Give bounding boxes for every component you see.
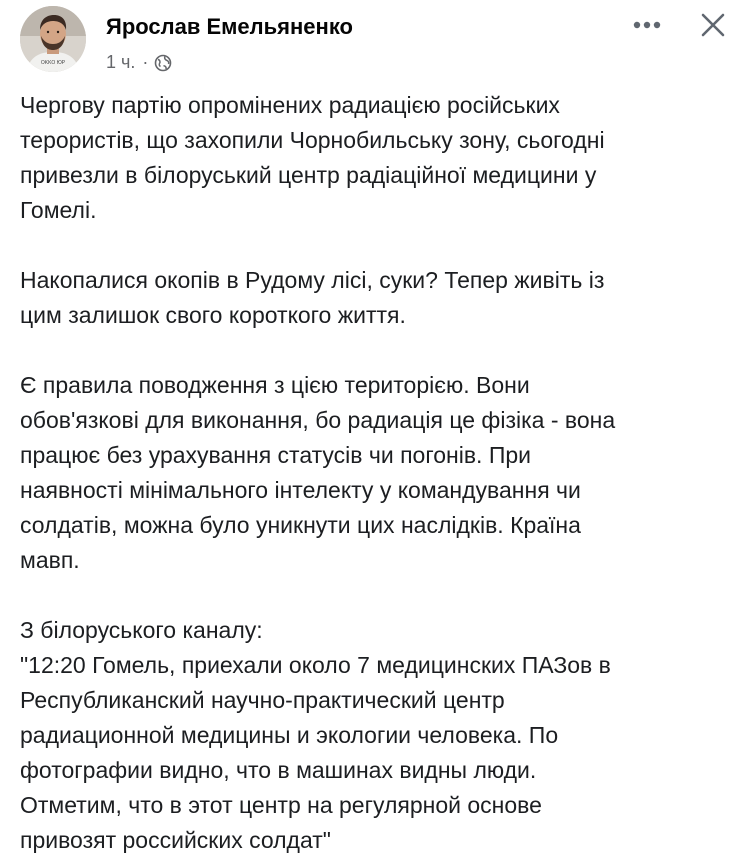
text-line: Чергову партію опромінених радиацією російських [20,92,560,118]
post-meta [106,52,172,73]
text-line: Гомелі. [20,197,97,223]
text-line: радиационной медицины и экологии человека. По [20,722,559,748]
post-header [20,6,730,76]
text-line: З білоруського каналу: [20,617,263,643]
avatar-photo [20,6,86,72]
meta-separator: · [142,52,149,72]
text-line: обов'язкові для виконання, бо радиація це фізіка - вона [20,407,616,433]
text-line: Є правила поводження з цією територією. Вони [20,372,530,398]
close-button[interactable] [696,8,730,42]
more-options-button[interactable] [630,8,664,42]
text-line: Республиканский научно-практический центр [20,687,505,713]
text-line: привезли в білоруський центр радіаційної медицини у [20,162,597,188]
more-horizontal-icon [632,20,662,30]
text-line: терористів, що захопили Чорнобильську зону, сьогодні [20,127,605,153]
text-line: цим залишок свого короткого життя. [20,302,406,328]
text-line: фотографии видно, что в машинах видны люди. [20,757,537,783]
globe-icon[interactable] [154,54,172,72]
post-paragraph [20,613,732,858]
close-icon [700,12,726,38]
author-name[interactable]: Ярослав Емельяненко [106,14,353,39]
text-line: привозят российских солдат" [20,827,331,853]
text-line: працює без урахування статусів чи погонів. При [20,442,531,468]
text-line: Отметим, что в этот центр на регулярной основе [20,792,542,818]
timestamp[interactable]: 1 ч. [106,52,136,72]
text-line: "12:20 Гомель, приехали около 7 медицинских ПАЗов в [20,652,611,678]
text-line: Накопалися окопів в Рудому лісі, суки? Тепер живіть із [20,267,605,293]
text-line: наявності мінімального інтелекту у командування чи [20,477,581,503]
post-body [20,88,732,858]
text-line: мавп. [20,547,80,573]
post-paragraph [20,88,732,228]
post-paragraph [20,263,732,333]
text-line: солдатів, можна було уникнути цих наслідків. Країна [20,512,581,538]
avatar[interactable] [20,6,86,72]
avatar-shirt-text: OKKO ЮР [40,60,66,66]
post-paragraph [20,368,732,578]
